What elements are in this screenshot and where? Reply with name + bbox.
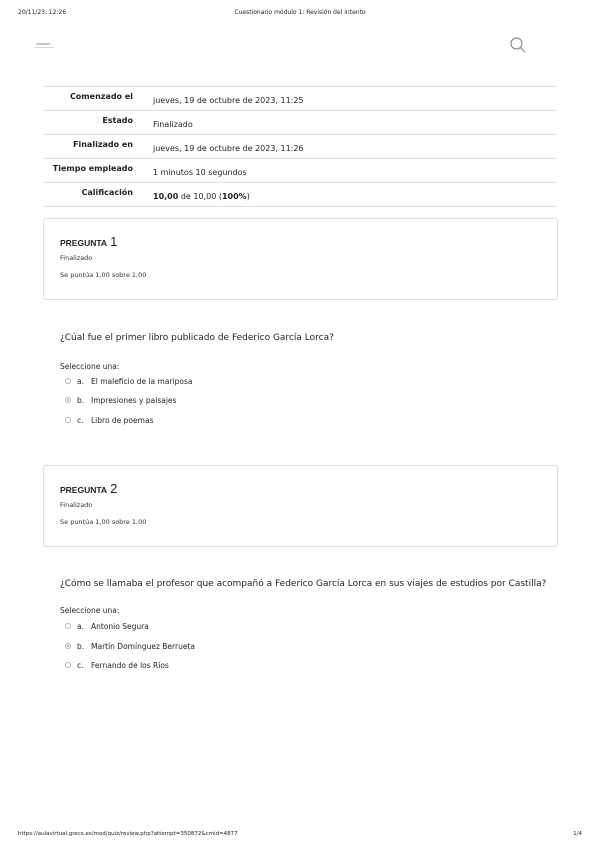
radio-button[interactable] (65, 662, 71, 668)
summary-value: jueves, 19 de octubre de 2023, 11:25 (153, 96, 304, 105)
summary-row-state (43, 111, 557, 135)
summary-row-finished (43, 135, 557, 159)
grade-end: ) (246, 192, 250, 201)
print-url: https://aulavirtual.grecs.es/mod/quiz/review.php?attempt=350872&cmid=4877 (18, 831, 238, 837)
radio-button[interactable] (65, 623, 71, 629)
answer-prompt: Seleccione una: (60, 362, 120, 371)
summary-label: Tiempo empleado (52, 164, 133, 173)
question-info-card (43, 218, 558, 300)
grade-percent: 100% (221, 192, 247, 201)
question-grade: Se puntúa 1,00 sobre 1,00 (60, 271, 147, 279)
option-letter: a. (77, 377, 84, 386)
summary-label: Calificación (81, 188, 133, 197)
print-footer (18, 831, 582, 841)
answer-prompt: Seleccione una: (60, 606, 120, 615)
attempt-summary-table (43, 86, 557, 207)
print-title: Cuestionario módulo 1: Revisión del intento (234, 9, 366, 16)
question-text: ¿Cómo se llamaba el profesor que acompañó a Federico García Lorca en sus viajes de estudios por Castilla? (60, 579, 547, 589)
option-text: El maleficio de la mariposa (91, 377, 193, 386)
option-text: Martín Domínguez Berrueta (91, 642, 195, 651)
option-text: Antonio Segura (91, 622, 149, 631)
radio-button[interactable] (65, 417, 71, 423)
radio-button-selected[interactable] (65, 397, 71, 403)
question-text: ¿Cúal fue el primer libro publicado de Federico García Lorca? (60, 333, 334, 343)
question-status: Finalizado (60, 501, 93, 509)
question-number: 1 (110, 234, 118, 249)
print-page-number: 1/4 (573, 831, 582, 837)
search-icon[interactable] (509, 36, 527, 54)
grade-middle: de 10,00 ( (178, 192, 222, 201)
option-letter: c. (77, 416, 84, 425)
summary-label: Finalizado en (73, 140, 133, 149)
summary-value: Finalizado (153, 120, 193, 129)
summary-row-started (43, 87, 557, 111)
summary-label: Comenzado el (69, 92, 133, 101)
print-header (18, 9, 582, 19)
summary-value: jueves, 19 de octubre de 2023, 11:26 (153, 144, 304, 153)
question-label: PREGUNTA 2 (60, 481, 118, 496)
question-status: Finalizado (60, 254, 93, 262)
question-number: 2 (110, 481, 118, 496)
option-letter: c. (77, 661, 84, 670)
summary-row-grade (43, 183, 557, 207)
summary-row-time-taken (43, 159, 557, 183)
site-logo[interactable] (34, 40, 56, 52)
summary-value: 1 minutos 10 segundos (153, 168, 247, 177)
option-text: Libro de poemas (91, 416, 154, 425)
grade-value (148, 183, 557, 207)
summary-label: Estado (102, 116, 133, 125)
option-text: Fernando de los Ríos (91, 661, 169, 670)
option-letter: b. (77, 396, 85, 405)
question-label: PREGUNTA 1 (60, 234, 118, 249)
radio-button-selected[interactable] (65, 643, 71, 649)
grade-score: 10,00 (153, 192, 179, 201)
radio-button[interactable] (65, 378, 71, 384)
print-date: 20/11/23, 12:26 (18, 9, 67, 16)
question-info-card (43, 465, 558, 547)
option-letter: a. (77, 622, 84, 631)
option-letter: b. (77, 642, 85, 651)
question-grade: Se puntúa 1,00 sobre 1,00 (60, 518, 147, 526)
option-text: Impresiones y paisajes (91, 396, 177, 405)
